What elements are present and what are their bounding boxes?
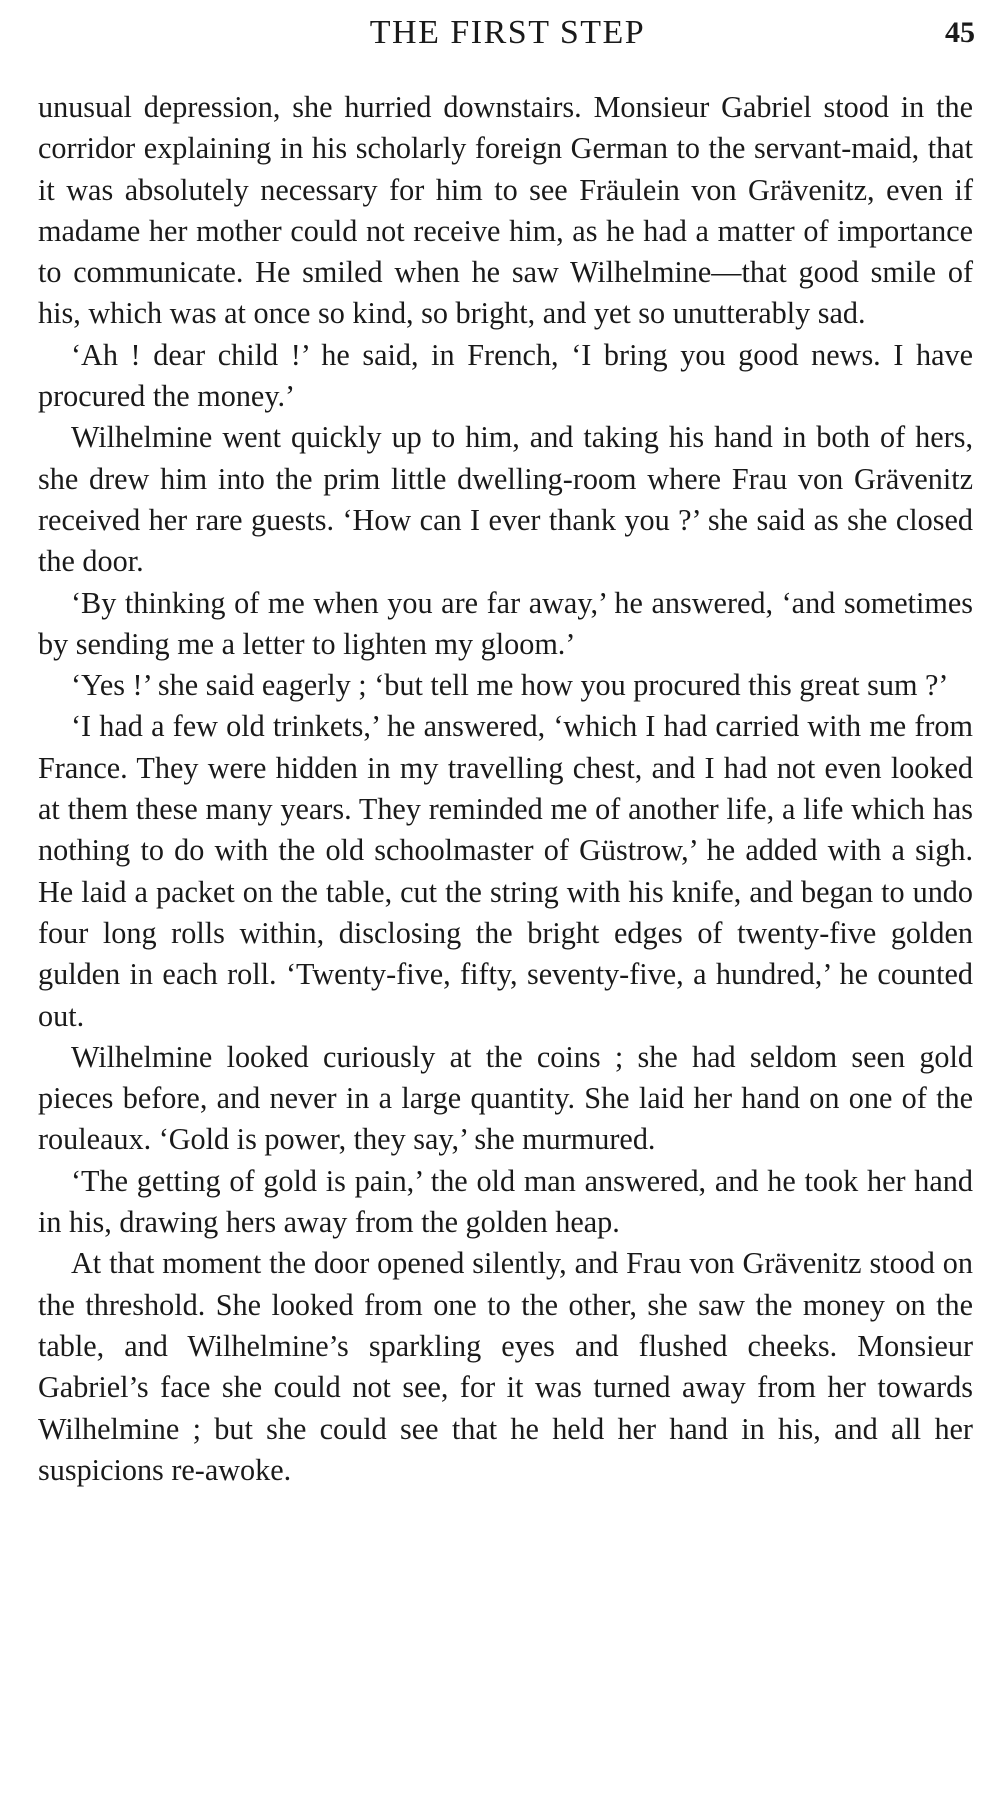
paragraph: ‘By thinking of me when you are far away,’ he answered, ‘and sometimes by sending me a letter to lighten my gloom.’ (38, 585, 973, 661)
paragraph: ‘The getting of gold is pain,’ the old man answered, and he took her hand in his, drawing hers away from the golden heap. (38, 1163, 973, 1240)
running-title: THE FIRST STEP (369, 14, 646, 51)
text-body (38, 87, 973, 1491)
paragraph: Wilhelmine looked curiously at the coins ; she had seldom seen gold pieces before, and never in a large quantity. She laid her hand on one of the rouleaux. ‘Gold is power, they say,’ she murmured. (38, 1039, 973, 1157)
paragraph: Wilhelmine went quickly up to him, and taking his hand in both of hers, she drew him into the prim little dwelling-room where Frau von Grävenitz received her rare guests. ‘How can I ever thank you ?’ she said as she closed the door. (38, 420, 973, 579)
paragraph: At that moment the door opened silently, and Frau von Grävenitz stood on the threshold. She looked from one to the other, she saw the money on the table, and Wilhelmine’s sparkling eyes and flushed cheeks. Monsieur Gabriel’s face she could not see, for it was turned away from her towards Wilhelmine ; but she could see that he held her hand in his, and all her suspicions re-awoke. (38, 1246, 973, 1487)
paragraph: unusual depression, she hurried downstairs. Monsieur Gabriel stood in the corridor explaining in his scholarly foreign German to the servant-maid, that it was absolutely necessary for him to see Fräulein von Grävenitz, even if madame her mother could not receive him, as he had a matter of importance to communicate. He smiled when he saw Wilhelmine—that good smile of his, which was at once so kind, so bright, and yet so unutterably sad. (38, 90, 973, 331)
paragraph: ‘Ah ! dear child !’ he said, in French, ‘I bring you good news. I have procured the money.’ (38, 337, 973, 414)
page-number: 45 (945, 16, 975, 49)
running-head (40, 14, 975, 64)
paragraph: ‘I had a few old trinkets,’ he answered, ‘which I had carried with me from France. They were hidden in my travelling chest, and I had not even looked at them these many years. They reminded me of another life, a life which has nothing to do with the old schoolmaster of Güstrow,’ he added with a sigh. He laid a packet on the table, cut the string with his knife, and began to undo four long rolls within, disclosing the bright edges of twenty-five golden gulden in each roll. ‘Twenty-five, fifty, seventy-five, a hundred,’ he counted out. (38, 709, 973, 1033)
paragraph: ‘Yes !’ she said eagerly ; ‘but tell me how you procured this great sum ?’ (71, 668, 949, 703)
